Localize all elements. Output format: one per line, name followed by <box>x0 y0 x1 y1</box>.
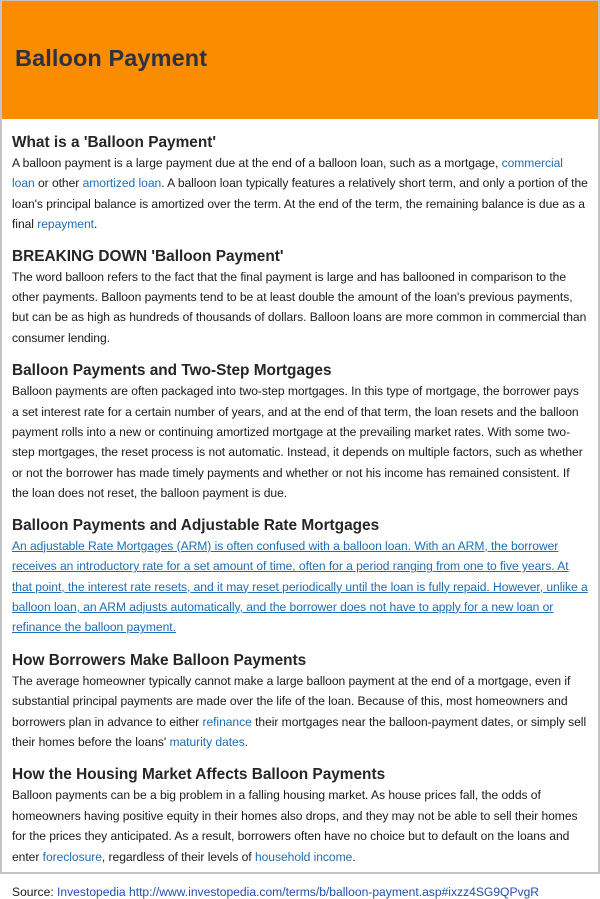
link-foreclosure[interactable]: foreclosure <box>42 849 102 864</box>
section-how-borrowers-pay <box>12 651 588 753</box>
link-household-income[interactable]: household income <box>254 849 353 864</box>
text-run: Balloon payments can be a big problem in a falling housing market. As house prices fall, the odds of homeowners having positive equity in their homes also drops, and they may not be able to sell their homes for the prices they anticipated. As a result, borrowers often have no choice but to default on the loans and enter <box>12 788 578 864</box>
page-title: Balloon Payment <box>15 45 208 71</box>
source-label: Source: <box>12 884 58 899</box>
section-paragraph <box>12 671 588 753</box>
section-heading: Balloon Payments and Adjustable Rate Mortgages <box>12 516 380 534</box>
section-heading: How Borrowers Make Balloon Payments <box>12 651 307 669</box>
section-what-is <box>12 133 588 235</box>
link-arm-paragraph[interactable]: An adjustable Rate Mortgages (ARM) is often confused with a balloon loan. With an ARM, the borrower receives an introductory rate for a set amount of time, often for a period ranging from one to five years. At that point, the interest rate resets, and it may reset periodically until the loan is fully repaid. However, unlike a balloon loan, an ARM adjusts automatically, and the borrower does not have to apply for a new loan or refinance the balloon payment. <box>12 538 588 635</box>
link-refinance[interactable]: refinance <box>202 714 252 729</box>
section-paragraph: The word balloon refers to the fact that the final payment is large and has ballooned in comparison to the other payments. Balloon payments tend to be at least double the amount of the loan's previous payments, but can be as high as hundreds of thousands of dollars. Balloon loans are more common in commercial than consumer lending. <box>12 269 587 345</box>
section-adjustable-rate-mortgages <box>12 516 588 638</box>
section-breaking-down <box>12 247 588 349</box>
text-run: A balloon payment is a large payment due at the end of a balloon loan, such as a mortgage, <box>12 156 502 170</box>
text-run: The average homeowner typically cannot make a large balloon payment at the end of a mortgage, even if substantial principal payments are made over the life of the loan. Because of this, most homeowners and borrowers plan in advance to either <box>12 673 571 729</box>
source-link[interactable]: Investopedia http://www.investopedia.com/terms/b/balloon-payment.asp#ixzz4SG9QPvgR <box>57 884 540 899</box>
link-commercial-loan[interactable]: commercial loan <box>12 156 563 191</box>
link-amortized-loan[interactable]: amortized loan <box>82 176 162 191</box>
section-two-step-mortgages <box>12 361 588 503</box>
text-run: , regardless of their levels of <box>101 849 255 864</box>
section-housing-market <box>12 765 588 867</box>
link-maturity-dates[interactable]: maturity dates <box>169 734 245 749</box>
text-run: . A balloon loan typically features a relatively short term, and only a portion of the loan's principal balance is amortized over the term. At the end of the term, the remaining balance is due as a final <box>12 176 588 232</box>
link-repayment[interactable]: repayment <box>37 217 94 232</box>
section-heading: How the Housing Market Affects Balloon Payments <box>12 766 386 784</box>
section-heading: BREAKING DOWN 'Balloon Payment' <box>12 247 284 265</box>
section-paragraph: Balloon payments are often packaged into two-step mortgages. In this type of mortgage, the borrower pays a set interest rate for a certain number of years, and at the end of that term, the loan resets and the balloon payment rolls into a new or continuing amortized mortgage at the prevailing market rates. With some two-step mortgages, the reset process is not automatic. Instead, it depends on multiple factors, such as whether or not the borrower has made timely payments and whether or not his income has remained consistent. If the loan does not reset, the balloon payment is due. <box>12 384 583 501</box>
title-banner <box>2 1 598 119</box>
text-run: . <box>352 849 356 864</box>
section-heading: Balloon Payments and Two-Step Mortgages <box>12 362 332 380</box>
text-run: their mortgages near the balloon-payment dates, or simply sell their homes before the loans' <box>12 714 587 749</box>
text-run: or other <box>34 176 83 191</box>
source-citation <box>12 885 588 899</box>
section-paragraph <box>12 785 588 867</box>
arm-linked-paragraph[interactable] <box>12 536 588 638</box>
text-run: . <box>93 217 98 232</box>
section-heading: What is a 'Balloon Payment' <box>12 134 217 151</box>
article-body <box>2 119 598 899</box>
text-run: . <box>244 734 249 749</box>
section-paragraph <box>12 153 588 235</box>
